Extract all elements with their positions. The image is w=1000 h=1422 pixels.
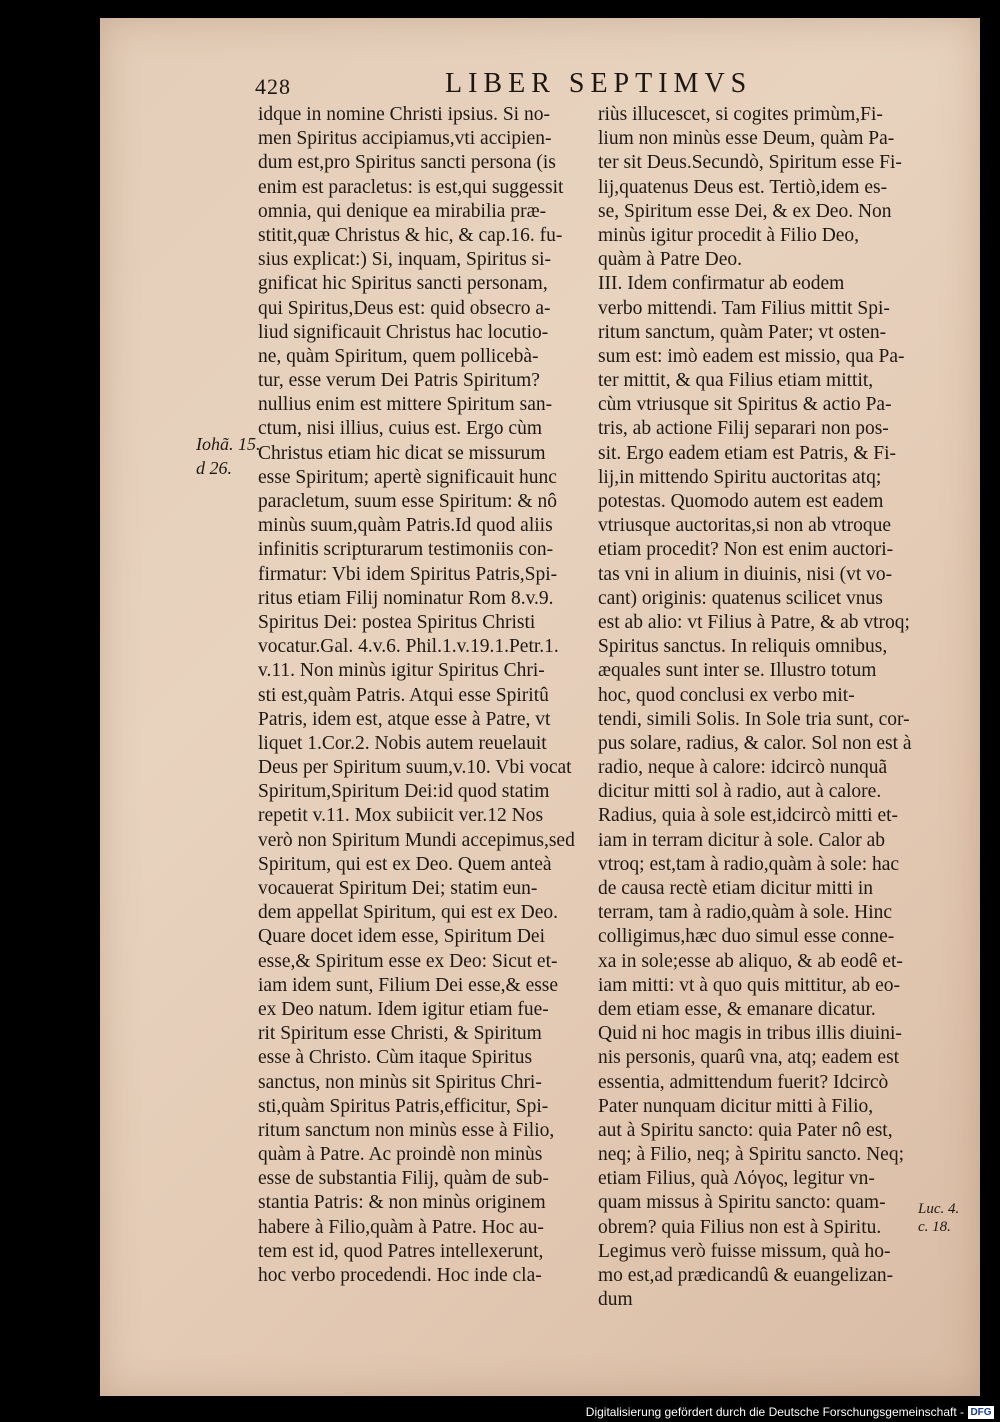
footer-bar: [0, 1404, 1000, 1422]
text-line: iam mitti: vt à quo quis mittitur, ab eo-: [598, 974, 900, 996]
text-line: sit. Ergo eadem etiam est Patris, & Fi-: [598, 442, 897, 464]
text-line: mo est,ad prædicandû & euangelizan-: [598, 1265, 894, 1286]
text-line: Patris, idem est, atque esse à Patre, vt: [258, 708, 551, 730]
text-line: tur, esse verum Dei Patris Spiritum?: [258, 370, 540, 392]
text-line: nis personis, quarû vna, atq; eadem est: [598, 1047, 900, 1069]
text-line: dicitur mitti sol à radio, aut à calore.: [598, 781, 882, 803]
text-line: liud significauit Christus hac locutio-: [258, 321, 549, 343]
text-line: sti,quàm Spiritus Patris,efficitur, Spi-: [258, 1095, 549, 1117]
text-line: gnificat hic Spiritus sancti personam,: [258, 273, 548, 295]
text-line: quàm à Patre Deo.: [598, 249, 743, 271]
text-line: Legimus verò fuisse missum, quà ho-: [598, 1240, 891, 1262]
text-line: paracletum, suum esse Spiritum: & nô: [258, 491, 557, 512]
text-line: sius explicat:) Si, inquam, Spiritus si-: [258, 249, 552, 271]
text-line: cùm vtriusque sit Spiritus & actio Pa-: [598, 394, 892, 416]
text-line: ter mittit, & qua Filius etiam mittit,: [598, 370, 874, 392]
text-line: Spiritum, qui est ex Deo. Quem anteà: [258, 853, 552, 875]
text-line: Spiritus Dei: postea Spiritus Christi: [258, 611, 536, 633]
text-line: v.11. Non minùs igitur Spiritus Chri-: [258, 660, 545, 682]
text-line: esse de substantia Filij, quàm de sub-: [258, 1168, 549, 1190]
text-line: dum: [598, 1289, 633, 1311]
text-line: ritus etiam Filij nominatur Rom 8.v.9.: [258, 587, 554, 609]
text-line: riùs illucescet, si cogites primùm,Fi-: [598, 104, 883, 125]
text-line: vocatur.Gal. 4.v.6. Phil.1.v.19.1.Petr.1.: [258, 636, 559, 658]
text-line: omnia, qui denique ea mirabilia præ-: [258, 200, 547, 222]
text-line: ex Deo natum. Idem igitur etiam fue-: [258, 998, 549, 1020]
dfg-logo: DFG: [968, 1406, 994, 1419]
text-line: aut à Spiritu sancto: quia Pater nô est,: [598, 1119, 893, 1141]
margin-note-line: d 26.: [196, 458, 232, 479]
footer-credit: Digitalisierung gefördert durch die Deutsche Forschungsgemeinschaft -: [585, 1405, 964, 1419]
text-line: Radius, quia à sole est,idcircò mitti et-: [598, 805, 899, 827]
text-line: stantia Patris: & non minùs originem: [258, 1192, 546, 1214]
text-line: æquales sunt inter se. Illustro totum: [598, 660, 877, 682]
text-line: verbo mittendi. Tam Filius mittit Spi-: [598, 297, 890, 319]
text-line: sum est: imò eadem est missio, qua Pa-: [598, 345, 905, 367]
text-line: Spiritus sanctus. In reliquis omnibus,: [598, 636, 888, 658]
text-line: Christus etiam hic dicat se missurum: [258, 442, 546, 464]
text-line: rit Spiritum esse Christi, & Spiritum: [258, 1023, 542, 1045]
text-line: vtriusque auctoritas,si non ab vtroque: [598, 515, 891, 537]
text-line: minùs igitur procedit à Filio Deo,: [598, 224, 860, 246]
text-line: infinitis scripturarum testimoniis con-: [258, 539, 554, 561]
margin-note-line: Iohã. 15.: [196, 434, 261, 454]
text-line: sanctus, non minùs sit Spiritus Chri-: [258, 1071, 542, 1093]
running-title: LIBER SEPTIMVS: [445, 68, 753, 99]
left-margin-note: [196, 432, 261, 480]
text-line: terram, tam à radio,quàm à sole. Hinc: [598, 902, 893, 924]
right-margin-note: [918, 1200, 959, 1236]
text-line: esse,& Spiritum esse ex Deo: Sicut et-: [258, 950, 558, 972]
text-line: ctum, nisi illius, cuius est. Ergo cùm: [258, 418, 542, 440]
text-line: potestas. Quomodo autem est eadem: [598, 491, 884, 512]
text-line: dem etiam esse, & emanare dicatur.: [598, 998, 876, 1020]
text-line: dem appellat Spiritum, qui est ex Deo.: [258, 902, 559, 924]
text-line: minùs suum,quàm Patris.Id quod aliis: [258, 515, 553, 537]
text-line: firmatur: Vbi idem Spiritus Patris,Spi-: [258, 563, 558, 585]
text-line: pus solare, radius, & calor. Sol non est à: [598, 732, 912, 754]
text-line: obrem? quia Filius non est à Spiritu.: [598, 1216, 882, 1238]
text-line: stitit,quæ Christus & hic, & cap.16. fu-: [258, 224, 563, 246]
text-line: dum est,pro Spiritus sancti persona (is: [258, 152, 556, 174]
text-line: tas vni in alium in diuinis, nisi (vt vo-: [598, 563, 893, 585]
text-line: verò non Spiritum Mundi accepimus,sed: [258, 829, 575, 851]
text-line: lij,quatenus Deus est. Tertiò,idem es-: [598, 176, 888, 198]
text-line: qui Spiritus,Deus est: quid obsecro a-: [258, 297, 551, 319]
text-line: Spiritum,Spiritum Dei:id quod statim: [258, 781, 550, 803]
text-line: enim est paracletus: is est,qui suggessit: [258, 176, 564, 198]
right-text-column: [598, 103, 938, 1312]
text-line: vocauerat Spiritum Dei; statim eun-: [258, 878, 538, 899]
page-number: 428: [255, 74, 291, 99]
text-line: Pater nunquam dicitur mitti à Filio,: [598, 1095, 874, 1117]
text-line: ritum sanctum, quàm Pater; vt osten-: [598, 321, 887, 343]
text-line: hoc, quod conclusi ex verbo mit-: [598, 684, 855, 706]
text-line: nullius enim est mittere Spiritum san-: [258, 394, 553, 416]
text-line: etiam Filius, quà Λόγος, legitur vn-: [598, 1168, 875, 1190]
text-line: est ab alio: vt Filius à Patre, & ab vtroq;: [598, 611, 910, 633]
text-line: neq; à Filio, neq; à Spiritu sancto. Neq;: [598, 1144, 904, 1166]
text-line: radio, neque à calore: idcircò nunquã: [598, 757, 888, 779]
text-line: tendi, simili Solis. In Sole tria sunt, cor-: [598, 708, 910, 730]
text-line: sti est,quàm Patris. Atqui esse Spiritû: [258, 684, 549, 706]
text-line: Quid ni hoc magis in tribus illis diuini-: [598, 1023, 902, 1045]
text-line: habere à Filio,quàm à Patre. Hoc au-: [258, 1216, 544, 1238]
text-line: quàm à Patre. Ac proindè non minùs: [258, 1144, 543, 1166]
margin-note-line: c. 18.: [918, 1219, 951, 1235]
text-line: men Spiritus accipiamus,vti accipien-: [258, 128, 552, 150]
text-line: lium non minùs esse Deum, quàm Pa-: [598, 128, 895, 150]
text-line: iam idem sunt, Filium Dei esse,& esse: [258, 974, 559, 996]
text-line: esse Spiritum; apertè significauit hunc: [258, 466, 557, 488]
text-line: hoc verbo procedendi. Hoc inde cla-: [258, 1265, 542, 1286]
margin-note-line: Luc. 4.: [918, 1201, 960, 1217]
text-line: Deus per Spiritum suum,v.10. Vbi vocat: [258, 757, 572, 779]
text-line: de causa rectè etiam dicitur mitti in: [598, 878, 874, 899]
text-line: idque in nomine Christi ipsius. Si no-: [258, 104, 550, 125]
text-line: vtroq; est,tam à radio,quàm à sole: hac: [598, 853, 900, 875]
text-line: iam in terram dicitur à sole. Calor ab: [598, 829, 885, 851]
text-line: Quare docet idem esse, Spiritum Dei: [258, 926, 546, 948]
text-line: essentia, admittendum fuerit? Idcircò: [598, 1071, 889, 1093]
left-text-column: [258, 103, 588, 1288]
text-line: colligimus,hæc duo simul esse conne-: [598, 926, 895, 948]
text-line: III. Idem confirmatur ab eodem: [598, 273, 845, 295]
text-line: cant) originis: quatenus scilicet vnus: [598, 587, 883, 609]
text-line: repetit v.11. Mox subiicit ver.12 Nos: [258, 805, 544, 827]
text-line: quam missus à Spiritu sancto: quam-: [598, 1192, 886, 1214]
text-line: ne, quàm Spiritum, quem pollicebà-: [258, 345, 539, 367]
text-line: lij,in mittendo Spiritu auctoritas atq;: [598, 466, 882, 488]
text-line: xa in sole;esse ab aliquo, & ab eodê et-: [598, 950, 903, 972]
text-line: etiam procedit? Non est enim auctori-: [598, 539, 894, 561]
text-line: tris, ab actione Filij separari non pos-: [598, 418, 889, 440]
text-line: esse à Christo. Cùm itaque Spiritus: [258, 1047, 533, 1069]
text-line: liquet 1.Cor.2. Nobis autem reuelauit: [258, 732, 547, 754]
text-line: ter sit Deus.Secundò, Spiritum esse Fi-: [598, 152, 902, 174]
text-line: ritum sanctum non minùs esse à Filio,: [258, 1119, 555, 1141]
text-line: tem est id, quod Patres intellexerunt,: [258, 1240, 544, 1262]
text-line: se, Spiritum esse Dei, & ex Deo. Non: [598, 200, 892, 222]
